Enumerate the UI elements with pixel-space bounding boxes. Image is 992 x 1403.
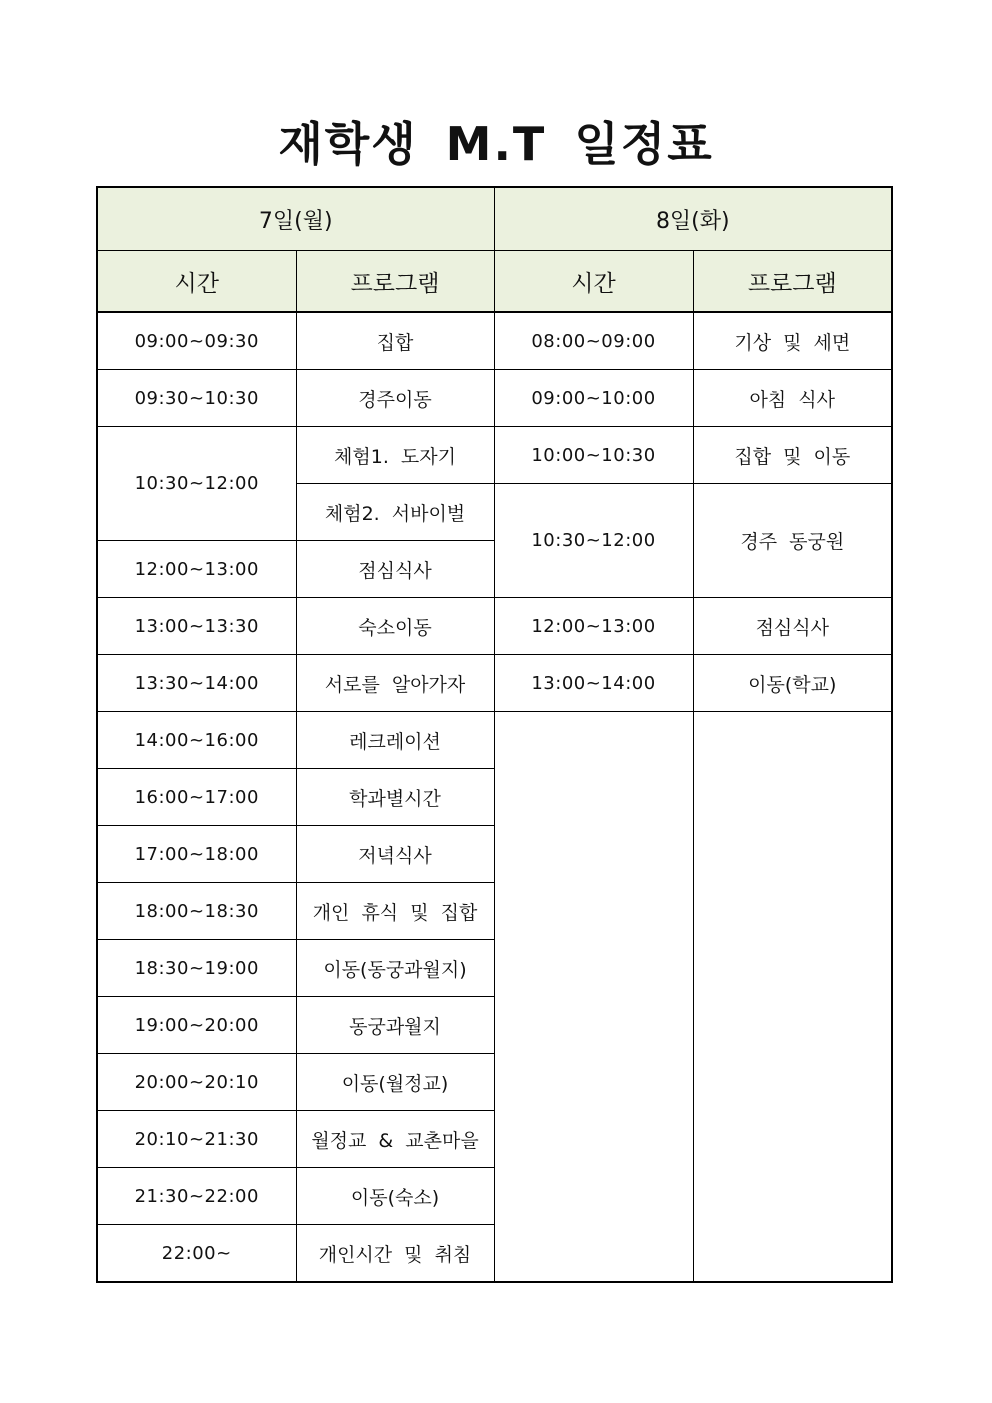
day1-time: 19:00~20:00 bbox=[97, 997, 296, 1054]
day1-program: 동궁과월지 bbox=[296, 997, 494, 1054]
day1-time: 20:00~20:10 bbox=[97, 1054, 296, 1111]
day1-program: 저녁식사 bbox=[296, 826, 494, 883]
day1-time: 16:00~17:00 bbox=[97, 769, 296, 826]
table-row bbox=[97, 427, 892, 484]
day1-time: 18:30~19:00 bbox=[97, 940, 296, 997]
day2-program: 아침 식사 bbox=[693, 370, 892, 427]
day2-empty-time bbox=[494, 712, 693, 1283]
day2-program-header: 프로그램 bbox=[693, 251, 892, 313]
day1-time: 09:30~10:30 bbox=[97, 370, 296, 427]
table-row bbox=[97, 712, 892, 769]
day1-program: 경주이동 bbox=[296, 370, 494, 427]
day2-program: 기상 및 세면 bbox=[693, 312, 892, 370]
day1-time: 14:00~16:00 bbox=[97, 712, 296, 769]
day1-program-header: 프로그램 bbox=[296, 251, 494, 313]
day1-program: 숙소이동 bbox=[296, 598, 494, 655]
day1-program: 월정교 & 교촌마을 bbox=[296, 1111, 494, 1168]
day1-time: 13:00~13:30 bbox=[97, 598, 296, 655]
day1-program: 점심식사 bbox=[296, 541, 494, 598]
table-row bbox=[97, 655, 892, 712]
day2-time: 12:00~13:00 bbox=[494, 598, 693, 655]
day1-time: 18:00~18:30 bbox=[97, 883, 296, 940]
day1-time: 13:30~14:00 bbox=[97, 655, 296, 712]
day2-program: 집합 및 이동 bbox=[693, 427, 892, 484]
day1-time: 09:00~09:30 bbox=[97, 312, 296, 370]
day2-time: 08:00~09:00 bbox=[494, 312, 693, 370]
day1-time: 12:00~13:00 bbox=[97, 541, 296, 598]
day2-time: 09:00~10:00 bbox=[494, 370, 693, 427]
table-row bbox=[97, 370, 892, 427]
day1-header: 7일(월) bbox=[97, 187, 494, 251]
schedule-table bbox=[96, 186, 893, 1283]
day2-time: 10:00~10:30 bbox=[494, 427, 693, 484]
day2-program: 이동(학교) bbox=[693, 655, 892, 712]
day1-time: 21:30~22:00 bbox=[97, 1168, 296, 1225]
day1-program: 이동(월정교) bbox=[296, 1054, 494, 1111]
day2-empty-program bbox=[693, 712, 892, 1283]
day2-program: 점심식사 bbox=[693, 598, 892, 655]
day1-program: 집합 bbox=[296, 312, 494, 370]
day2-time: 10:30~12:00 bbox=[494, 484, 693, 598]
day1-program: 체험2. 서바이벌 bbox=[296, 484, 494, 541]
day1-program: 이동(숙소) bbox=[296, 1168, 494, 1225]
day1-time: 20:10~21:30 bbox=[97, 1111, 296, 1168]
day1-program: 체험1. 도자기 bbox=[296, 427, 494, 484]
day-header-row bbox=[97, 187, 892, 251]
day1-program: 이동(동궁과월지) bbox=[296, 940, 494, 997]
day1-time-header: 시간 bbox=[97, 251, 296, 313]
day1-time: 22:00~ bbox=[97, 1225, 296, 1283]
page-title: 재학생 M.T 일정표 bbox=[278, 117, 714, 171]
day2-time: 13:00~14:00 bbox=[494, 655, 693, 712]
day1-program: 개인시간 및 취침 bbox=[296, 1225, 494, 1283]
day1-program: 서로를 알아가자 bbox=[296, 655, 494, 712]
day2-header: 8일(화) bbox=[494, 187, 892, 251]
column-header-row bbox=[97, 251, 892, 313]
day1-program: 레크레이션 bbox=[296, 712, 494, 769]
day1-time: 17:00~18:00 bbox=[97, 826, 296, 883]
day2-time-header: 시간 bbox=[494, 251, 693, 313]
day2-program: 경주 동궁원 bbox=[693, 484, 892, 598]
table-row bbox=[97, 312, 892, 370]
table-row bbox=[97, 598, 892, 655]
day1-program: 개인 휴식 및 집합 bbox=[296, 883, 494, 940]
day1-time: 10:30~12:00 bbox=[97, 427, 296, 541]
day1-program: 학과별시간 bbox=[296, 769, 494, 826]
